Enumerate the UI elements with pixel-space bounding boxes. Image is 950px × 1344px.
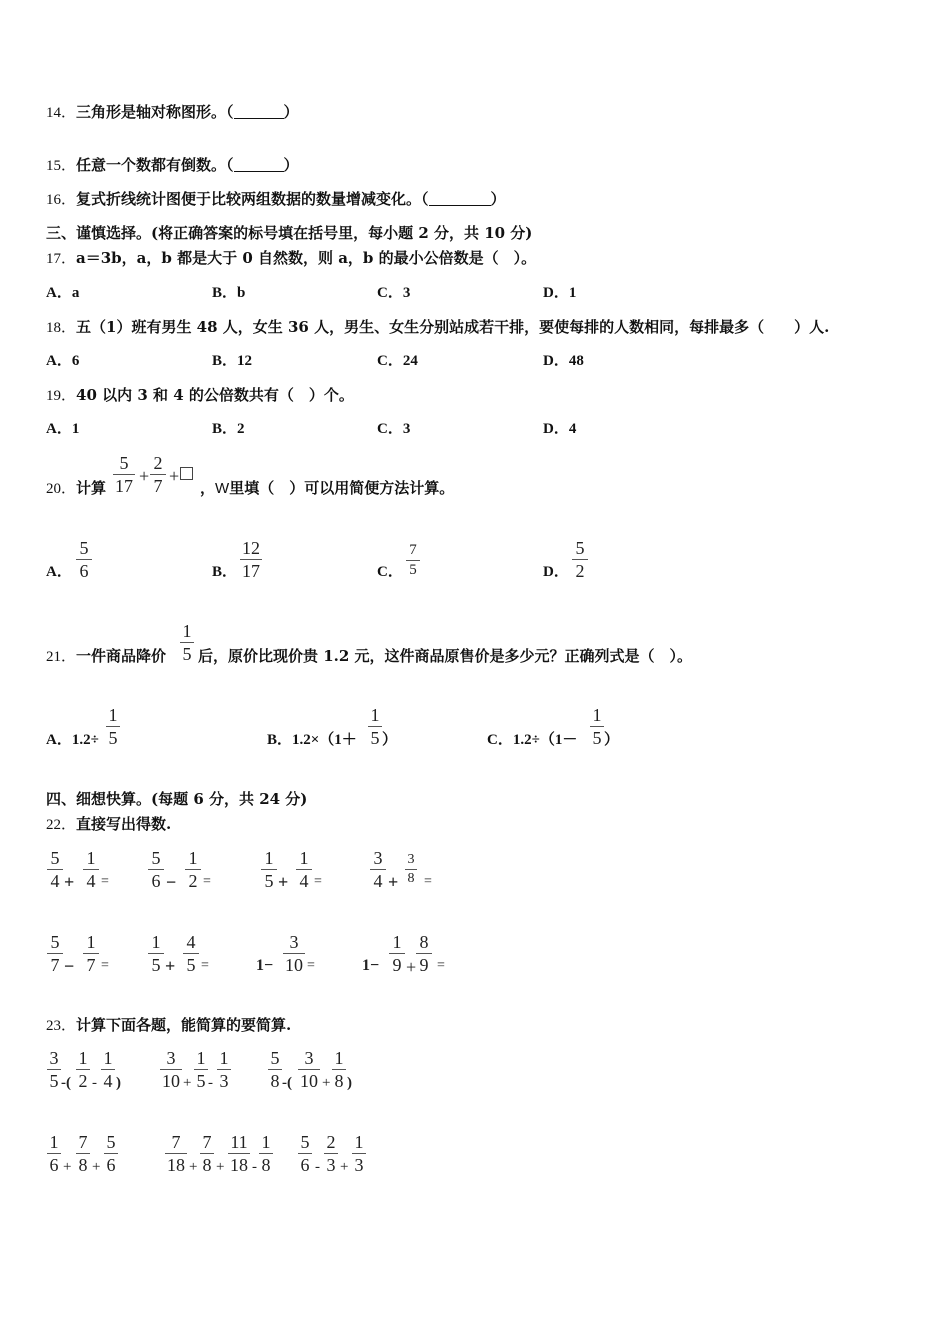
operator: +	[216, 1159, 225, 1175]
operator: )	[347, 1075, 352, 1091]
blank-box-icon	[180, 464, 193, 484]
q17-option-a[interactable]: A．a	[46, 285, 80, 301]
q22-e-fraction-1: 5 7	[47, 932, 63, 975]
question-21: 21．一件商品降价	[46, 647, 167, 665]
q23-fraction: 5 6	[298, 1132, 312, 1175]
q23-fraction: 5 6	[104, 1132, 118, 1175]
operator: -(	[61, 1075, 71, 1091]
operator: +	[189, 1159, 198, 1175]
question-number: 21．	[46, 649, 77, 665]
answer-blank[interactable]	[234, 157, 284, 172]
q20-fraction-1: 5 17	[115, 453, 133, 496]
q22-h-fraction: 3 10	[285, 932, 303, 975]
q23-fraction: 3 10	[300, 1048, 318, 1091]
operator: +	[340, 1159, 349, 1175]
operator: -	[92, 1075, 97, 1091]
equals-sign: =	[201, 958, 209, 973]
operator: +	[322, 1075, 331, 1091]
q19-option-a[interactable]: A．1	[46, 421, 80, 437]
q22-b-fraction-2: 1 2	[185, 848, 201, 891]
answer-blank[interactable]	[234, 104, 284, 119]
question-text: 复式折线统计图便于比较两组数据的数量增减变化。（	[76, 190, 429, 208]
operator: -	[252, 1159, 257, 1175]
q23-fraction: 2 3	[324, 1132, 338, 1175]
equals-sign: =	[424, 874, 432, 889]
q20-option-a-fraction: 5 6	[76, 538, 92, 581]
q17-option-d[interactable]: D．1	[543, 285, 577, 301]
q21-fraction: 1 5	[180, 621, 194, 664]
question-number: 19．	[46, 388, 77, 404]
operator: +	[63, 1159, 72, 1175]
question-19	[46, 385, 354, 406]
q19-option-b[interactable]: B．2	[212, 421, 245, 437]
question-15: 15．任意一个数都有倒数。（ ）	[46, 156, 299, 174]
q20-option-d-fraction: 5 2	[572, 538, 588, 581]
q23-fraction: 1 6	[47, 1132, 61, 1175]
q21-option-b-close: ）	[382, 732, 398, 748]
q20-option-a[interactable]: A．	[46, 564, 72, 580]
q23-fraction: 1 4	[101, 1048, 115, 1091]
q23-fraction: 7 8	[200, 1132, 214, 1175]
q20-option-c-fraction: 7 5	[406, 542, 420, 579]
q22-b-fraction-1: 5 6	[148, 848, 164, 891]
q23-fraction: 1 3	[352, 1132, 366, 1175]
equals-sign: =	[101, 958, 109, 973]
question-number: 17．	[46, 251, 77, 267]
q22-a-fraction-1: 5 4	[47, 848, 63, 891]
q23-fraction: 3 10	[162, 1048, 180, 1091]
plus-sign: +	[169, 466, 180, 486]
minus-sign: −	[64, 956, 75, 976]
section-4-heading: 四、细想快算。(每题 6 分，共 24 分)	[46, 790, 308, 808]
one-minus: 1−	[362, 957, 380, 974]
operator: +	[92, 1159, 101, 1175]
one-minus: 1−	[256, 957, 274, 974]
question-text: 40 以内 3 和 4 的公倍数共有（ ）个。	[76, 386, 354, 404]
q21-option-c-close: ）	[604, 732, 620, 748]
q21-option-c[interactable]: C．1.2÷（1－	[487, 732, 578, 748]
q18-option-b[interactable]: B．12	[212, 353, 253, 369]
q19-option-d[interactable]: D．4	[543, 421, 577, 437]
answer-blank[interactable]	[429, 191, 491, 206]
q20-option-b-fraction: 12 17	[242, 538, 260, 581]
q20-fraction-2: 2 7	[150, 453, 166, 496]
question-18	[46, 317, 829, 338]
question-text: 五（1）班有男生 48 人，女生 36 人，男生、女生分别站成若干排，要使每排的人数相同，每排最多（ ）人.	[76, 318, 830, 336]
question-number: 23．	[46, 1018, 77, 1034]
question-number: 15．	[46, 158, 77, 174]
operator: -	[208, 1075, 213, 1091]
q22-c-fraction-2: 1 4	[296, 848, 312, 891]
equals-sign: =	[101, 874, 109, 889]
plus-sign: +	[165, 956, 176, 976]
q23-fraction: 7 8	[76, 1132, 90, 1175]
q23-fraction: 1 8	[259, 1132, 273, 1175]
q18-option-d[interactable]: D．48	[543, 353, 584, 369]
q23-fraction: 1 8	[332, 1048, 346, 1091]
plus-sign: +	[139, 466, 150, 486]
question-text: 三角形是轴对称图形。（	[76, 103, 234, 121]
question-number: 22．	[46, 817, 77, 833]
section-3-heading: 三、谨慎选择。(将正确答案的标号填在括号里，每小题 2 分，共 10 分)	[46, 224, 533, 242]
q22-a-fraction-2: 1 4	[83, 848, 99, 891]
question-21-text: 后，原价比现价贵 1.2 元，这件商品原售价是多少元？正确列式是（ ）。	[198, 647, 693, 665]
q23-fraction: 7 18	[167, 1132, 185, 1175]
q21-option-b[interactable]: B．1.2×（1＋	[267, 732, 357, 748]
equals-sign: =	[437, 958, 445, 973]
question-number: 16．	[46, 192, 77, 208]
operator: -	[315, 1159, 320, 1175]
q23-fraction: 1 3	[217, 1048, 231, 1091]
question-text: 计算下面各题，能简算的要简算.	[76, 1016, 292, 1034]
q19-option-c[interactable]: C．3	[377, 421, 411, 437]
question-16: 16．复式折线统计图便于比较两组数据的数量增减变化。（ ）	[46, 190, 506, 208]
plus-sign: +	[278, 872, 289, 892]
q20-option-d[interactable]: D．	[543, 564, 569, 580]
q23-fraction: 3 5	[47, 1048, 61, 1091]
question-text: 任意一个数都有倒数。（	[76, 156, 234, 174]
question-number: 14．	[46, 105, 77, 121]
q22-g-fraction-2: 4 5	[183, 932, 199, 975]
question-17	[46, 248, 536, 269]
q22-e-fraction-2: 1 7	[83, 932, 99, 975]
question-number: 18．	[46, 320, 77, 336]
operator: +	[183, 1075, 192, 1091]
question-text: a＝3b，a，b 都是大于 0 自然数，则 a，b 的最小公倍数是（ ）。	[76, 249, 537, 267]
q23-fraction: 11 18	[230, 1132, 248, 1175]
q21-option-b-fraction: 1 5	[368, 705, 382, 748]
question-number: 20．	[46, 481, 77, 497]
question-text: 直接写出得数.	[76, 815, 172, 833]
equals-sign: =	[314, 874, 322, 889]
question-20: 20．计算	[46, 479, 107, 497]
q22-i-fraction-2: 8 9	[416, 932, 432, 975]
q22-d-fraction-2: 3 8	[405, 852, 417, 887]
q21-option-a-fraction: 1 5	[106, 705, 120, 748]
q22-i-fraction-1: 1 9	[389, 932, 405, 975]
equals-sign: =	[203, 874, 211, 889]
equals-sign: =	[307, 958, 315, 973]
operator: )	[116, 1075, 121, 1091]
plus-sign: +	[388, 872, 399, 892]
question-23	[46, 1015, 291, 1036]
q17-option-b[interactable]: B．b	[212, 285, 246, 301]
q21-option-c-fraction: 1 5	[590, 705, 604, 748]
plus-sign: +	[406, 957, 417, 977]
q23-fraction: 5 8	[268, 1048, 282, 1091]
q18-option-a[interactable]: A．6	[46, 353, 80, 369]
q20-option-c[interactable]: C．	[377, 564, 403, 580]
question-22	[46, 814, 171, 835]
operator: -(	[282, 1075, 292, 1091]
q17-option-c[interactable]: C．3	[377, 285, 411, 301]
question-20-text: ，W里填（ ）可以用简便方法计算。	[200, 479, 455, 497]
q22-d-fraction-1: 3 4	[370, 848, 386, 891]
q21-option-a[interactable]: A．1.2÷	[46, 732, 99, 748]
minus-sign: −	[166, 872, 177, 892]
q22-g-fraction-1: 1 5	[148, 932, 164, 975]
plus-sign: +	[64, 872, 75, 892]
q18-option-c[interactable]: C．24	[377, 353, 418, 369]
q23-fraction: 1 5	[194, 1048, 208, 1091]
q23-fraction: 1 2	[76, 1048, 90, 1091]
q22-c-fraction-1: 1 5	[261, 848, 277, 891]
question-14: 14．三角形是轴对称图形。（ ）	[46, 103, 299, 121]
q20-option-b[interactable]: B．	[212, 564, 238, 580]
